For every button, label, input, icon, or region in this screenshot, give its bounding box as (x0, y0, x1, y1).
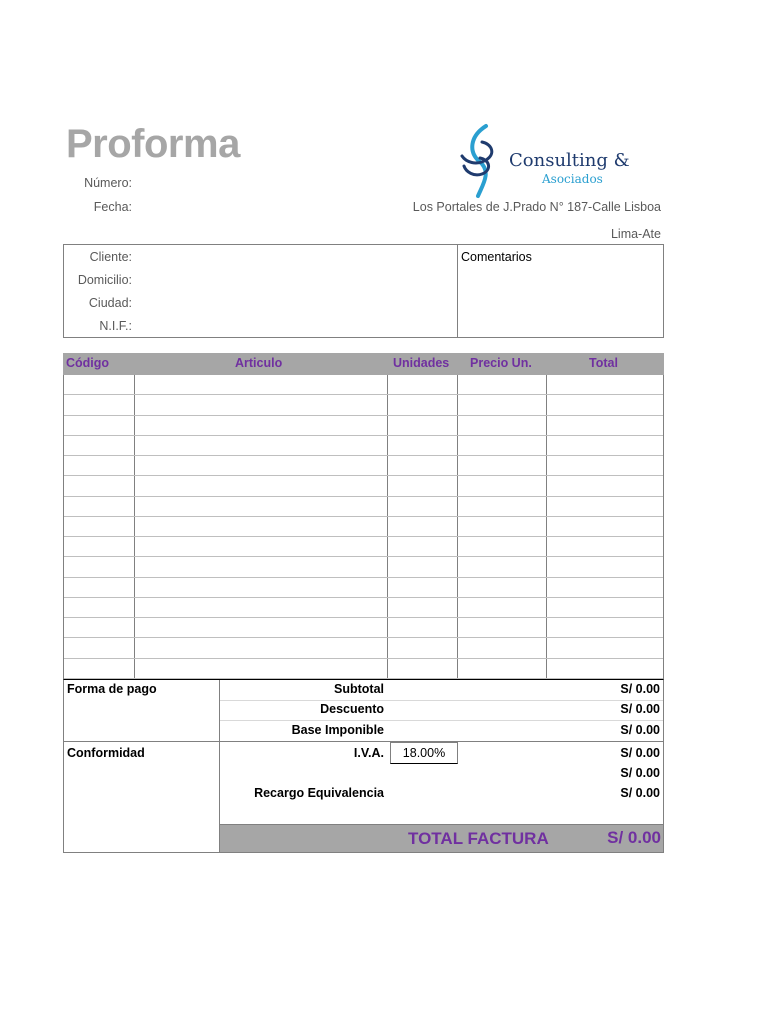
conformidad-label: Conformidad (67, 746, 145, 760)
iva-rate-field[interactable]: 18.00% (390, 742, 458, 764)
base-imponible-value: S/ 0.00 (620, 723, 660, 737)
extra-value: S/ 0.00 (620, 766, 660, 780)
numero-label: Número: (84, 176, 132, 190)
col-articulo: Articulo (235, 356, 283, 370)
col-unidades: Unidades (393, 356, 450, 370)
company-logo-icon (452, 122, 512, 200)
col-precio: Precio Un. (470, 356, 532, 370)
table-row-line (64, 577, 663, 578)
company-address-line1: Los Portales de J.Prado N° 187-Calle Lisboa (412, 200, 661, 214)
table-row-line (64, 435, 663, 436)
subtotal-label: Subtotal (334, 682, 384, 696)
company-logo (452, 122, 662, 200)
company-subname: Asociados (542, 172, 603, 186)
recargo-value: S/ 0.00 (620, 786, 660, 800)
table-row-line (64, 455, 663, 456)
table-row-line (64, 415, 663, 416)
comments-label: Comentarios (461, 250, 532, 264)
col-divider (134, 375, 135, 679)
client-section (63, 244, 664, 338)
col-divider (546, 375, 547, 679)
col-total: Total (589, 356, 618, 370)
items-body (63, 375, 664, 679)
page-title: Proforma (66, 122, 240, 166)
table-row-line (64, 496, 663, 497)
table-row-line (64, 516, 663, 517)
items-header (63, 353, 664, 375)
forma-pago-label: Forma de pago (67, 682, 157, 696)
cliente-label: Cliente: (89, 250, 132, 264)
recargo-label: Recargo Equivalencia (254, 786, 384, 800)
col-divider (387, 375, 388, 679)
client-divider (457, 245, 458, 337)
table-row-line (64, 617, 663, 618)
iva-label: I.V.A. (353, 746, 384, 760)
total-bar (220, 825, 663, 852)
table-row-line (64, 597, 663, 598)
base-imponible-label: Base Imponible (291, 723, 384, 737)
company-name: Consulting & (509, 150, 630, 171)
table-row-line (64, 658, 663, 659)
summary-row-line (220, 700, 663, 701)
total-factura-value: S/ 0.00 (607, 828, 661, 847)
domicilio-label: Domicilio: (77, 273, 132, 287)
nif-label: N.I.F.: (99, 319, 132, 333)
summary-divider (64, 741, 220, 742)
descuento-value: S/ 0.00 (620, 702, 660, 716)
summary-row-line (220, 720, 663, 721)
table-row-line (64, 394, 663, 395)
subtotal-value: S/ 0.00 (620, 682, 660, 696)
table-row-line (64, 475, 663, 476)
table-row-line (64, 637, 663, 638)
table-row-line (64, 556, 663, 557)
descuento-label: Descuento (320, 702, 384, 716)
company-address-line2: Lima-Ate (610, 227, 661, 241)
summary-section (63, 679, 664, 853)
col-codigo: Código (66, 356, 110, 370)
ciudad-label: Ciudad: (88, 296, 132, 310)
total-factura-label: TOTAL FACTURA (408, 829, 549, 848)
col-divider (457, 375, 458, 679)
items-table (63, 353, 664, 679)
table-row-line (64, 536, 663, 537)
fecha-label: Fecha: (93, 200, 132, 214)
iva-value: S/ 0.00 (620, 746, 660, 760)
